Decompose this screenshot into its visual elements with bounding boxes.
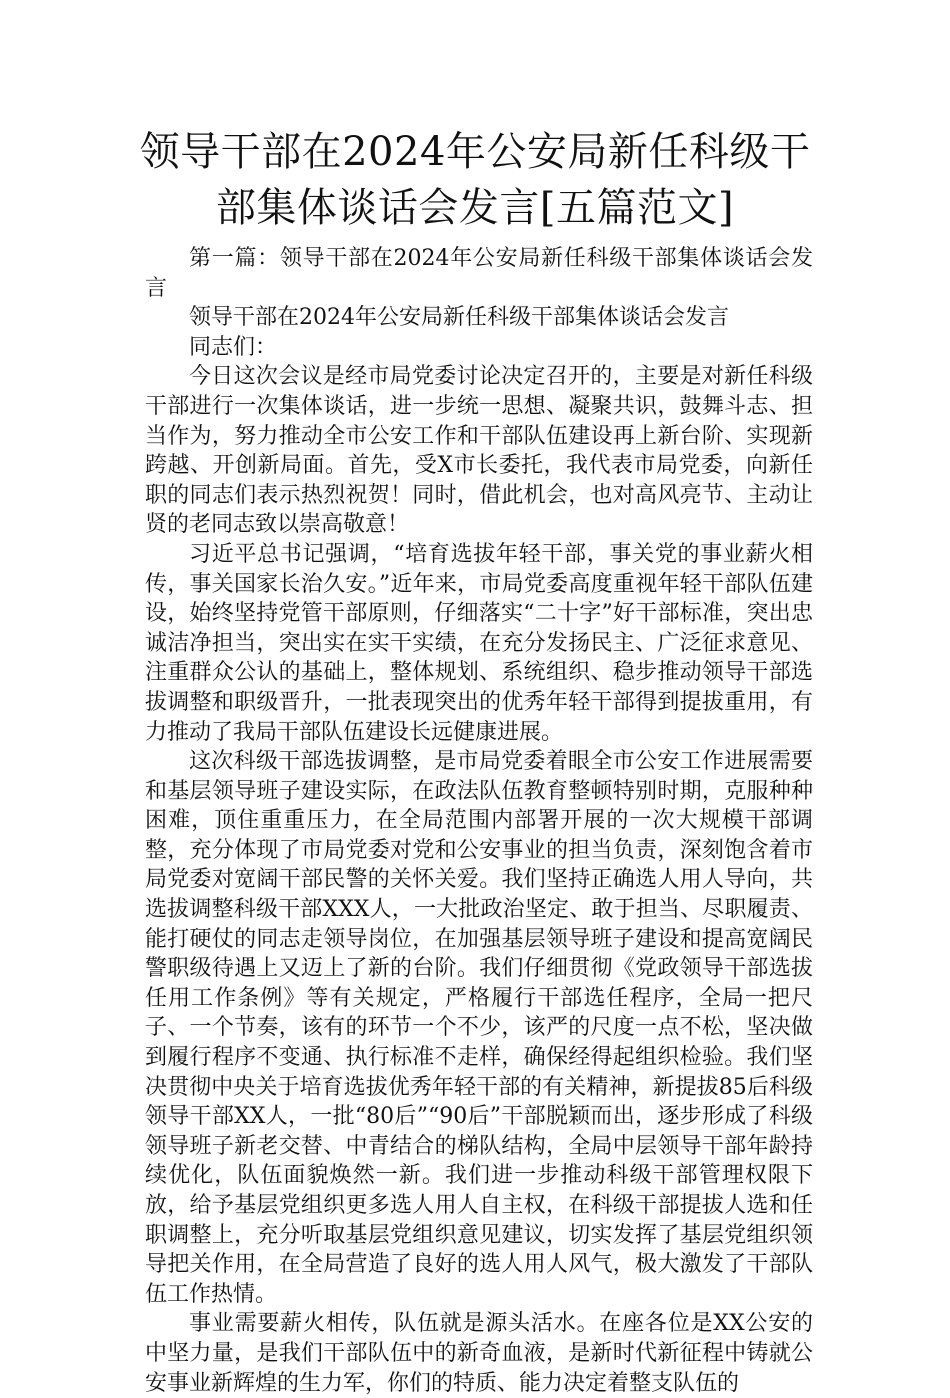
document-title: 领导干部在2024年公安局新任科级干部集体谈话会发言[五篇范文] xyxy=(139,129,811,231)
paragraph-1: 今日这次会议是经市局党委讨论决定召开的，主要是对新任科级干部进行一次集体谈话，进一步统一思想、凝聚共识，鼓舞斗志、担当作为，努力推动全市公安工作和干部队伍建设再上新台阶、实现新跨越、开创新局面。首先，受X市长委托，我代表市局党委，向新任职的同志们表示热烈祝贺！同时，借此机会，也对高风亮节、主动让贤的老同志致以崇高敬意！ xyxy=(145,364,813,538)
section-heading: 第一篇：领导干部在2024年公安局新任科级干部集体谈话会发言 xyxy=(145,246,813,301)
paragraph-4: 事业需要薪火相传，队伍就是源头活水。在座各位是XX公安的中坚力量，是我们干部队伍中的新奇血液，是新时代新征程中铸就公安事业新辉煌的生力军，你们的特质、能力决定着整支队伍的 xyxy=(145,1311,813,1396)
speech-title: 领导干部在2024年公安局新任科级干部集体谈话会发言 xyxy=(189,305,729,331)
document-body xyxy=(145,244,813,1398)
paragraph-3: 这次科级干部选拔调整，是市局党委着眼全市公安工作进展需要和基层领导班子建设实际，在政法队伍教育整顿特别时期，克服种种困难，顶住重重压力，在全局范围内部署开展的一次大规模干部调整，充分体现了市局党委对党和公安事业的担当负责，深刻饱含着市局党委对宽阔干部民警的关怀关爱。我们坚持正确选人用人导向，共选拔调整科级干部XXX人，一大批政治坚定、敢于担当、尽职履责、能打硬仗的同志走领导岗位，在加强基层领导班子建设和提高宽阔民警职级待遇上又迈上了新的台阶。我们仔细贯彻《党政领导干部选拔任用工作条例》等有关规定，严格履行干部选任程序，全局一把尺子、一个节奏，该有的环节一个不少，该严的尺度一点不松，坚决做到履行程序不变通、执行标准不走样，确保经得起组织检验。我们坚决贯彻中央关于培育选拔优秀年轻干部的有关精神，新提拔85后科级领导干部XX人，一批“80后”“90后”干部脱颖而出，逐步形成了科级领导班子新老交替、中青结合的梯队结构，全局中层领导干部年龄持续优化，队伍面貌焕然一新。我们进一步推动科级干部管理权限下放，给予基层党组织更多选人用人自主权，在科级干部提拔人选和任职调整上，充分听取基层党组织意见建议，切实发挥了基层党组织领导把关作用，在全局营造了良好的选人用人风气，极大激发了干部队伍工作热情。 xyxy=(145,749,813,1307)
salutation: 同志们： xyxy=(189,334,278,360)
paragraph-2: 习近平总书记强调，“培育选拔年轻干部，事关党的事业薪火相传，事关国家长治久安。”近年来，市局党委高度重视年轻干部队伍建设，始终坚持党管干部原则，仔细落实“二十字”好干部标准，突出忠诚洁净担当，突出实在实干实绩，在充分发扬民主、广泛征求意见、注重群众公认的基础上，整体规划、系统组织、稳步推动领导干部选拔调整和职级晋升，一批表现突出的优秀年轻干部得到提拔重用，有力推动了我局干部队伍建设长远健康进展。 xyxy=(145,541,813,745)
